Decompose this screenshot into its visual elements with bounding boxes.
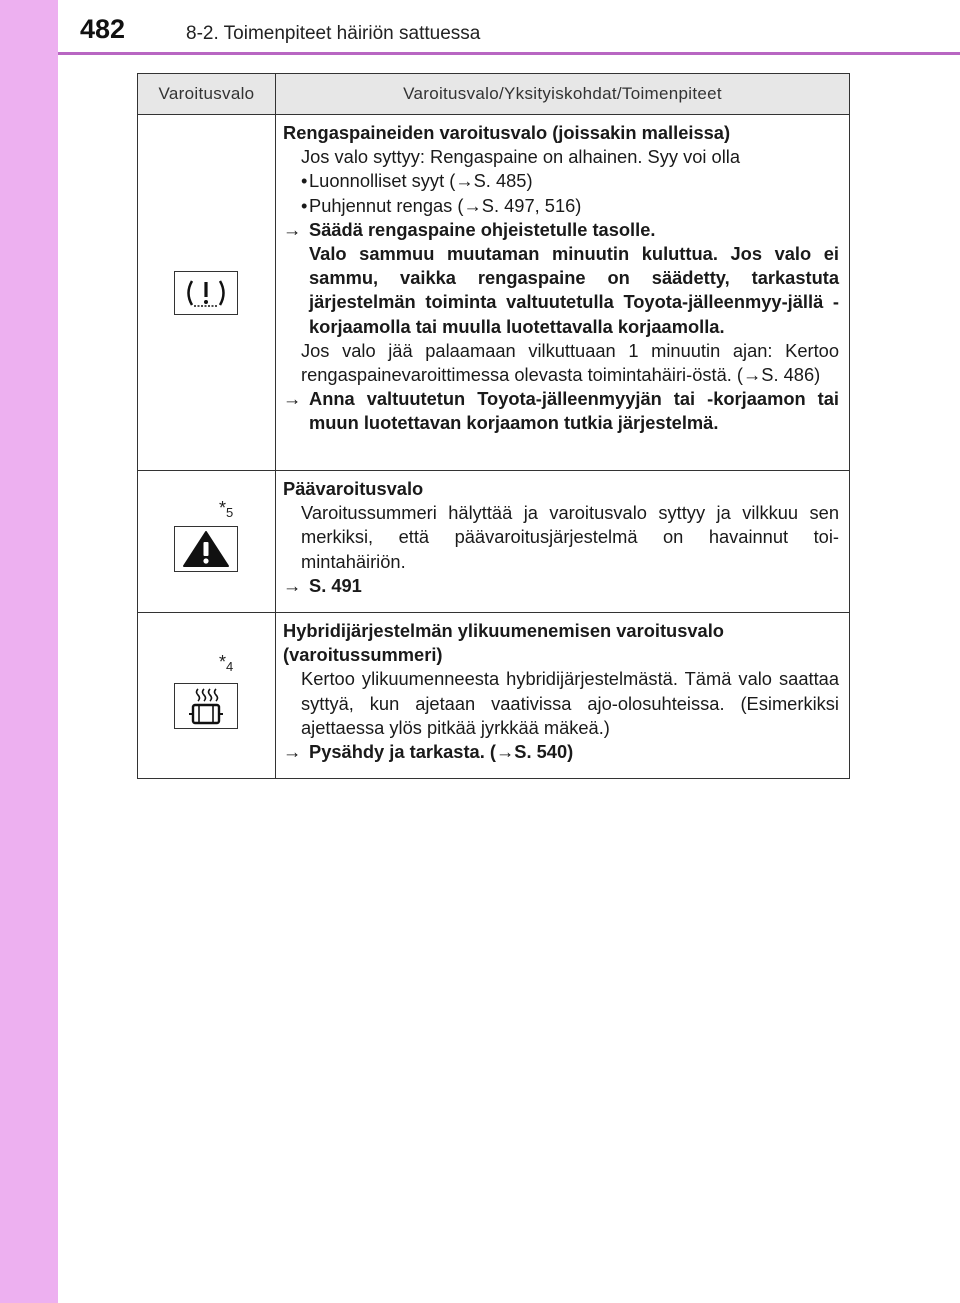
warning-title: Päävaroitusvalo: [283, 478, 424, 499]
arrow-icon: →: [283, 574, 302, 596]
arrow-icon: →: [283, 388, 302, 410]
arrow-icon: →: [283, 218, 302, 240]
action-instruction: → S. 491: [283, 574, 839, 598]
warning-title: Rengaspaineiden varoitusvalo (joissakin malleissa): [283, 122, 731, 143]
action-instruction: → Pysähdy ja tarkasta. (→S. 540): [283, 740, 839, 764]
warning-light-table: [137, 73, 850, 779]
description-cell: [276, 471, 850, 613]
description-cell: [276, 613, 850, 779]
action-instruction: → Anna valtuutetun Toyota-jälleenmyyjän tai -korjaamon tai muun luotettavan korjaamon tutkia järjestelmä.: [283, 388, 839, 434]
description-text: Kertoo ylikuumenneesta hybridijärjestelmästä. Tämä valo saattaa syttyä, kun ajetaan vaativissa ajo-olosuhteissa. (Esimerkiksi ajettaessa ylös pitkää jyrkkää mäkeä.): [301, 668, 839, 738]
icon-cell: [138, 115, 276, 471]
blink-description: Jos valo jää palaamaan vilkuttuaan 1 minuutin ajan: Kertoo rengaspainevaroittimessa olevasta toimintahäiri-östä. (→S. 486): [301, 339, 839, 386]
list-item: • Luonnolliset syyt (→S. 485): [283, 169, 839, 193]
header-rule: [58, 52, 960, 55]
table-row: [138, 613, 850, 779]
column-header-light: Varoitusvalo: [138, 74, 276, 115]
description-cell: [276, 115, 850, 471]
table-header-row: [138, 74, 850, 115]
table-row: [138, 115, 850, 471]
description-text: Jos valo syttyy: Rengaspaine on alhainen. Syy voi olla: [301, 146, 740, 168]
tire-pressure-warning-icon: [174, 271, 238, 315]
icon-cell: [138, 471, 276, 613]
footnote-marker: $*_5$: [219, 498, 234, 520]
section-title: 8-2. Toimenpiteet häiriön sattuessa: [186, 23, 481, 44]
page-number: 482: [80, 14, 126, 44]
warning-title: Hybridijärjestelmän ylikuumenemisen varoitusvalo (varoitussummeri): [283, 620, 724, 666]
master-warning-icon: [174, 526, 238, 572]
table-row: [138, 471, 850, 613]
side-color-strip: [0, 0, 58, 1303]
icon-cell: [138, 613, 276, 779]
action-instruction: → Säädä rengaspaine ohjeistetulle tasolle.: [283, 218, 839, 242]
arrow-icon: →: [283, 741, 302, 763]
footnote-marker: $*_4$: [219, 652, 234, 675]
action-detail: Valo sammuu muutaman minuutin kuluttua. Jos valo ei sammu, vaikka rengaspaine on säädetty, tarkastuta järjestelmän toiminta valtuutetulla Toyota-jälleenmyy-jällä -korjaamolla tai muulla luotettavalla korjaamolla.: [309, 243, 839, 337]
description-text: Varoitussummeri hälyttää ja varoitusvalo syttyy ja vilkkuu sen merkiksi, että päävaroitusjärjestelmä on havainnut toi-mintahäiriön.: [301, 502, 839, 572]
hybrid-system-overheat-icon: [174, 683, 238, 729]
list-item: • Puhjennut rengas (→S. 497, 516): [283, 194, 839, 218]
column-header-details: Varoitusvalo/Yksityiskohdat/Toimenpiteet: [276, 74, 850, 115]
